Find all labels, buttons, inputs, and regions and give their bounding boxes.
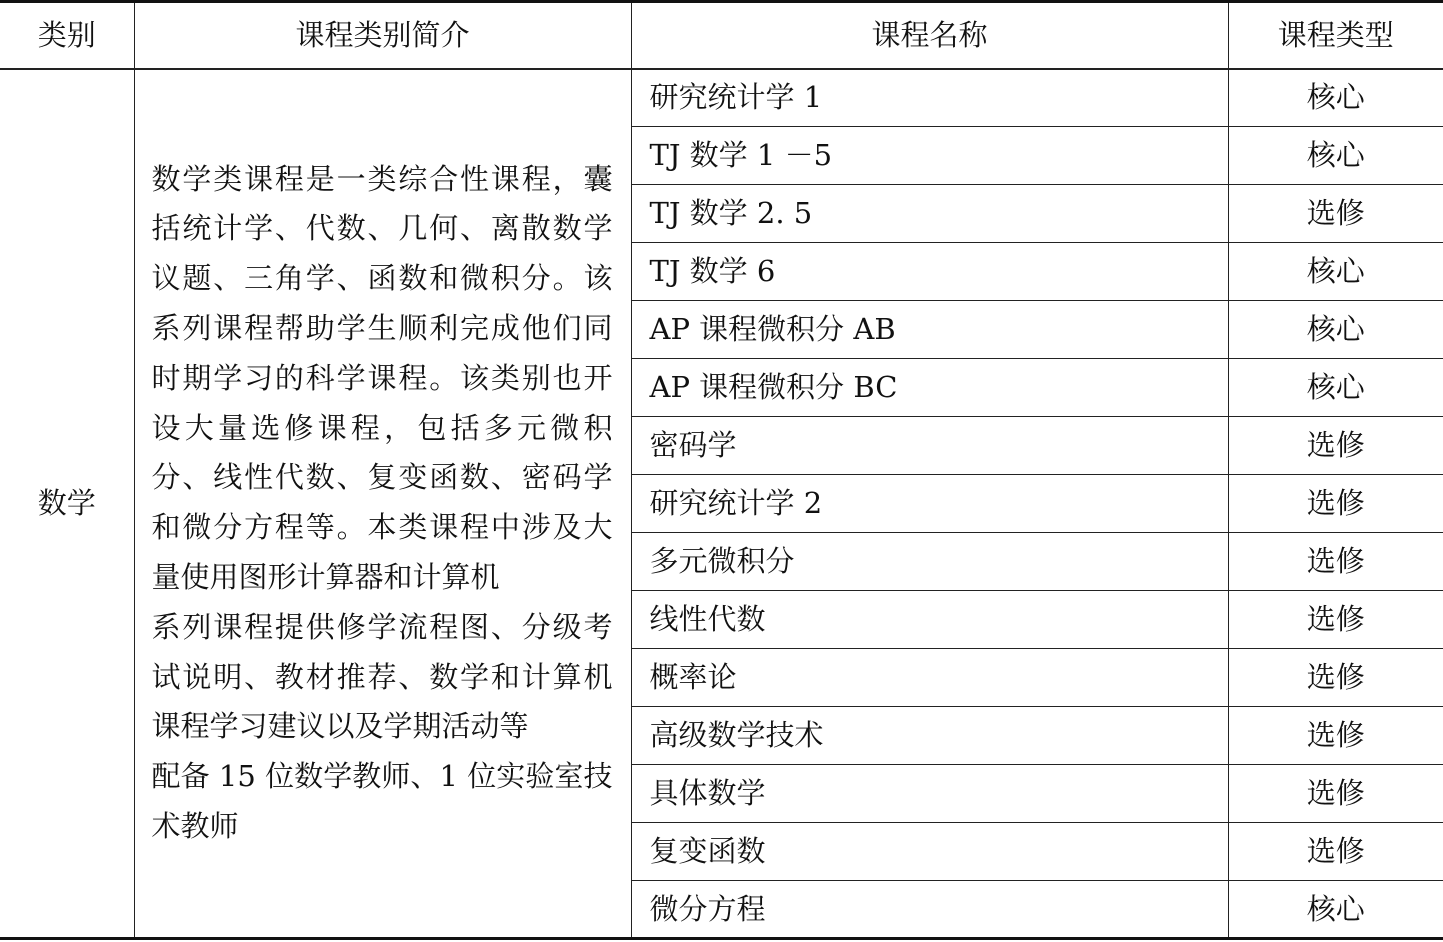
table-body (0, 69, 1443, 939)
course-name: 多元微积分 (631, 533, 1228, 591)
course-type: 选修 (1228, 707, 1443, 765)
course-type: 选修 (1228, 765, 1443, 823)
header-intro: 课程类别简介 (134, 2, 631, 69)
course-name: 具体数学 (631, 765, 1228, 823)
category-cell: 数学 (0, 69, 134, 939)
course-type: 核心 (1228, 243, 1443, 301)
course-name: TJ 数学 2. 5 (631, 185, 1228, 243)
header-row (0, 2, 1443, 69)
course-type: 选修 (1228, 649, 1443, 707)
course-name: 线性代数 (631, 591, 1228, 649)
course-name: 密码学 (631, 417, 1228, 475)
course-name: 研究统计学 1 (631, 69, 1228, 127)
course-name: 概率论 (631, 649, 1228, 707)
course-type: 选修 (1228, 533, 1443, 591)
course-type: 核心 (1228, 69, 1443, 127)
course-type: 选修 (1228, 823, 1443, 881)
course-name: AP 课程微积分 AB (631, 301, 1228, 359)
course-type: 核心 (1228, 127, 1443, 185)
course-type: 核心 (1228, 359, 1443, 417)
course-type: 选修 (1228, 591, 1443, 649)
course-type: 核心 (1228, 881, 1443, 939)
course-name: TJ 数学 1 －5 (631, 127, 1228, 185)
course-type: 选修 (1228, 185, 1443, 243)
course-name: 微分方程 (631, 881, 1228, 939)
header-category: 类别 (0, 2, 134, 69)
header-course-name: 课程名称 (631, 2, 1228, 69)
intro-paragraph-3: 配备 15 位数学教师、1 位实验室技术教师 (151, 759, 613, 844)
category-intro-cell (134, 69, 631, 939)
table-row (0, 69, 1443, 127)
header-course-type: 课程类型 (1228, 2, 1443, 69)
course-name: AP 课程微积分 BC (631, 359, 1228, 417)
course-name: 高级数学技术 (631, 707, 1228, 765)
course-name: 复变函数 (631, 823, 1228, 881)
course-name: 研究统计学 2 (631, 475, 1228, 533)
table-header (0, 2, 1443, 69)
course-type: 核心 (1228, 301, 1443, 359)
intro-paragraph-2: 系列课程提供修学流程图、分级考试说明、教材推荐、数学和计算机课程学习建议以及学期活动等 (151, 609, 613, 744)
intro-paragraph-1: 数学类课程是一类综合性课程，囊括统计学、代数、几何、离散数学议题、三角学、函数和微积分。该系列课程帮助学生顺利完成他们同时期学习的科学课程。该类别也开设大量选修课程，包括多元微积分、线性代数、复变函数、密码学和微分方程等。本类课程中涉及大量使用图形计算器和计算机 (151, 161, 613, 595)
course-name: TJ 数学 6 (631, 243, 1228, 301)
course-type: 选修 (1228, 475, 1443, 533)
course-type: 选修 (1228, 417, 1443, 475)
